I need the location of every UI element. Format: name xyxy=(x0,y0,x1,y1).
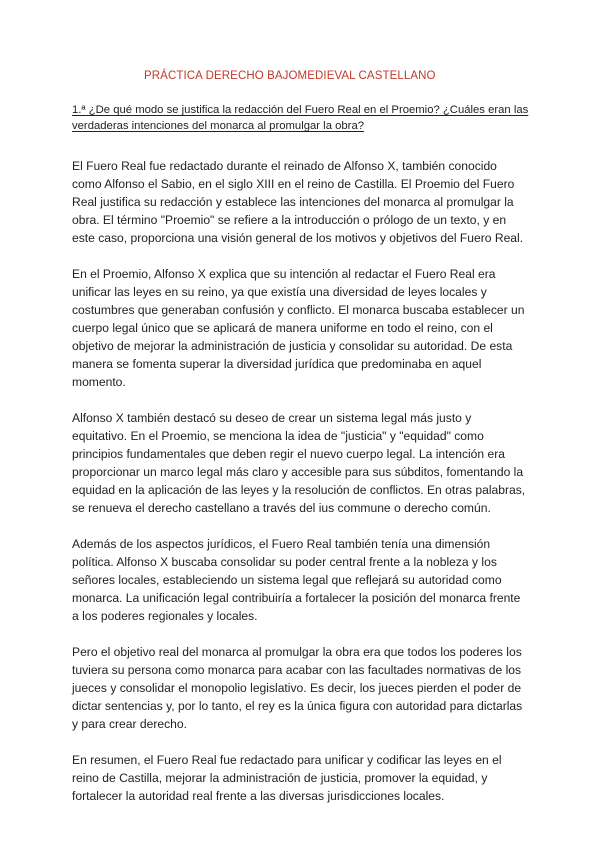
paragraph-6: En resumen, el Fuero Real fue redactado para unificar y codificar las leyes en el reino de Castilla, mejorar la administración de justicia, promover la equidad, y fortalecer la autoridad real frente a las diversas jurisdicciones locales. xyxy=(72,753,502,803)
paragraph-4: Además de los aspectos jurídicos, el Fuero Real también tenía una dimensión política. Alfonso X buscaba consolidar su poder central frente a la nobleza y los señores locales, estableciendo un sistema legal que reflejará su autoridad como monarca. La unificación legal contribuiría a fortalecer la posición del monarca frente a los poderes regionales y locales. xyxy=(72,537,521,623)
question-heading: 1.ª ¿De qué modo se justifica la redacción del Fuero Real en el Proemio? ¿Cuáles eran las verdaderas intenciones del monarca al promulgar la obra? xyxy=(72,104,529,132)
paragraph-3: Alfonso X también destacó su deseo de crear un sistema legal más justo y equitativo. En el Proemio, se menciona la idea de "justicia" y "equidad" como principios fundamentales que deben regir el nuevo cuerpo legal. La intención era proporcionar un marco legal más claro y accesible para sus súbditos, fomentando la equidad en la aplicación de las leyes y la resolución de conflictos. En otras palabras, se renueva el derecho castellano a través del ius commune o derecho común. xyxy=(72,411,526,515)
document-title: PRÁCTICA DERECHO BAJOMEDIEVAL CASTELLANO xyxy=(144,70,436,82)
paragraph-5: Pero el objetivo real del monarca al promulgar la obra era que todos los poderes los tuviera su persona como monarca para acabar con las facultades normativas de los jueces y consolidar el monopolio legislativo. Es decir, los jueces pierden el poder de dictar sentencias y, por lo tanto, el rey es la única figura con autoridad para dictarlas y para crear derecho. xyxy=(72,645,523,731)
paragraph-2: En el Proemio, Alfonso X explica que su intención al redactar el Fuero Real era unificar las leyes en su reino, ya que existía una diversidad de leyes locales y costumbres que generaban confusión y conflicto. El monarca buscaba establecer un cuerpo legal único que se aplicará de manera uniforme en todo el reino, con el objetivo de mejorar la administración de justicia y consolidar su autoridad. De esta manera se fomenta superar la diversidad jurídica que predominaba en aquel momento. xyxy=(72,267,525,389)
paragraph-1: El Fuero Real fue redactado durante el reinado de Alfonso X, también conocido como Alfonso el Sabio, en el siglo XIII en el reino de Castilla. El Proemio del Fuero Real justifica su redacción y establece las intenciones del monarca al promulgar la obra. El término "Proemio" se refiere a la introducción o prólogo de un texto, y en este caso, proporciona una visión general de los motivos y objetivos del Fuero Real. xyxy=(72,159,524,245)
document-body xyxy=(72,157,528,823)
